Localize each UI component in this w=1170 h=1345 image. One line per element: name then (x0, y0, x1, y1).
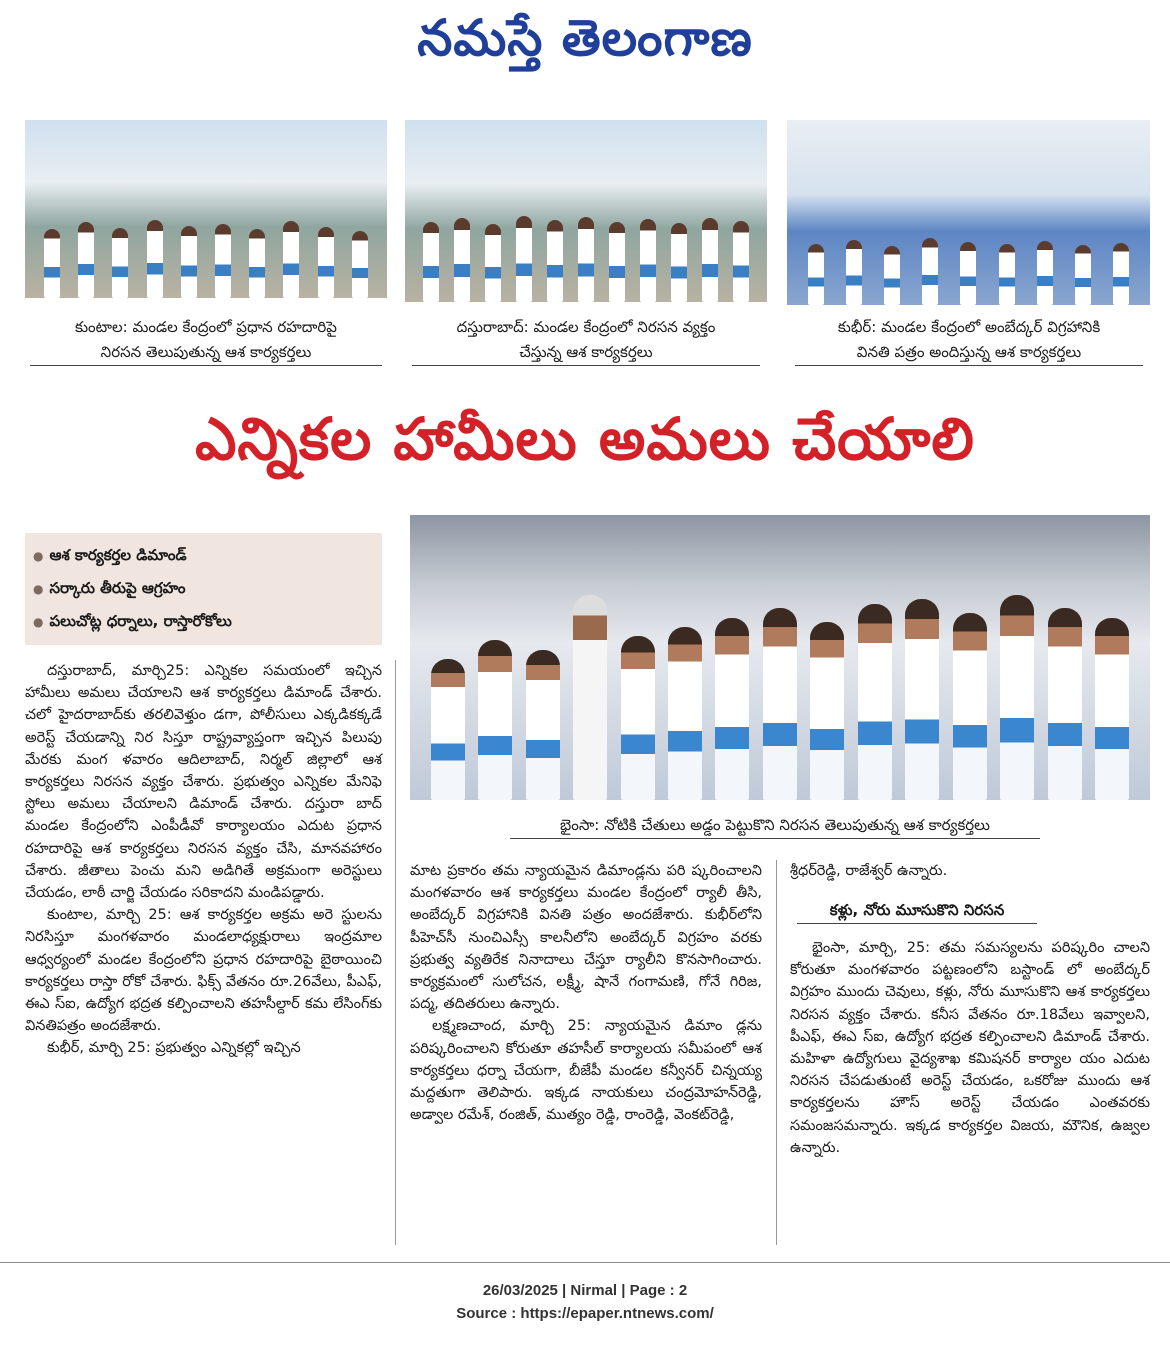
footer-rule (0, 1262, 1170, 1263)
paragraph: దస్తురాబాద్, మార్చి25: ఎన్నికల సమయంలో ఇచ్చిన హామీలు అమలు చేయాలని ఆశ కార్యకర్తలు డిమాండ్ చేశారు. చలో హైదరాబాద్‌కు తరలివెళ్తుం డగా, పోలీసులు ఎక్కడికక్కడే అరెస్ట్ చేయడాన్ని నిర సిస్తూ రాష్ట్రవ్యాప్తంగా ఇచ్చిన పిలుపు మేరకు మంగ ళవారం ఆదిలాబాద్, నిర్మల్ జిల్లాలో ఆశ కార్యకర్తలు నిరసన వ్యక్తం చేశారు. ప్రభుత్వం ఎన్నికల మేనిఫె స్టోలు అమలు చేయాలని డిమాండ్ చేశారు. దస్తురా బాద్ మండల కేంద్రంలోని ఎంపీడీవో కార్యాలయం ఎదుట ప్రధాన రహదారిపై ఆశ కార్యకర్తలు నిరసన వ్యక్తం చేసి, మానవహారం చేశారు. జీతాలు పెంచు మని అడిగితే అక్రమంగా అరెస్టులు చేయడం, లాఠీ చార్జి చేయడం సరికాదని మండిపడ్డారు. (25, 663, 382, 902)
photo-kuntala (25, 120, 387, 298)
footer-source: Source : https://epaper.ntnews.com/ (456, 1305, 714, 1322)
newspaper-title: నమస్తే తెలంగాణ (417, 8, 753, 67)
paragraph: శ్రీధర్‌రెడ్డి, రాజేశ్వర్ ఉన్నారు. (790, 863, 948, 879)
highlight-item: ● సర్కారు తీరుపై ఆగ్రహం (33, 572, 374, 605)
main-photo-caption: భైంసా: నోటికి చేతులు అడ్డం పెట్టుకొని నిరసన తెలుపుతున్న ఆశ కార్యకర్తలు (510, 813, 1040, 839)
photo-dasturabad (405, 120, 767, 302)
photo-caption-dasturabad: దస్తురాబాద్: మండల కేంద్రంలో నిరసన వ్యక్తం చేస్తున్న ఆశ కార్యకర్తలు (412, 315, 760, 366)
photo-bhainsa-protest (410, 515, 1150, 800)
photo-caption-kuntala: కుంటాల: మండల కేంద్రంలో ప్రధాన రహదారిపై నిరసన తెలుపుతున్న ఆశ కార్యకర్తలు (30, 315, 382, 366)
paragraph: కుభీర్, మార్చి 25: ప్రభుత్వం ఎన్నికల్లో ఇచ్చిన (47, 1040, 301, 1057)
column-divider (395, 660, 396, 1245)
article-column-2 (410, 860, 762, 1126)
article-column-1 (25, 660, 382, 1060)
highlights-box (25, 533, 382, 645)
paragraph: మాట ప్రకారం తమ న్యాయమైన డిమాండ్లను పరి ష్కరించాలని మంగళవారం ఆశ కార్యకర్తలు మండల కేంద్రంలో ర్యాలీ తీసి, అంబేద్కర్ విగ్రహానికి వినతి పత్రం అందజేశారు. కుభీర్‌లోని పీహెచ్‌సీ నుంచిఎస్సీ కాలనీలోని అంబేద్కర్ విగ్రహం వరకు ప్రభుత్వ వ్యతిరేక నినాదాలు చేస్తూ ర్యాలీని కొనసాగించారు. కార్యక్రమంలో సులోచన, లక్ష్మీ, షానే గంగామణి, గోనే గిరిజ, పద్మ, తదితరులు ఉన్నారు. (410, 863, 762, 1013)
footer-date-page: 26/03/2025 | Nirmal | Page : 2 (482, 1282, 688, 1299)
highlight-item: ● ఆశ కార్యకర్తల డిమాండ్ (33, 539, 374, 572)
paragraph: కుంటాల, మార్చి 25: ఆశ కార్యకర్తల అక్రమ అరె స్టులను నిరసిస్తూ మంగళవారం మండలాధ్యక్షురాలు ఇంద్రమాల ఆధ్వర్యంలో మండల కేంద్రంలోని ప్రధాన రహదారిపై బైఠాయించి కార్యకర్తలు రాస్తా రోకో చేశారు. ఫిక్స్ వేతనం రూ.26వేలు, పీఎఫ్, ఈఎ స్ఐ, ఉద్యోగ భద్రత కల్పించాలని తహసీల్దార్ కమ లేసింగ్‌కు వినతిపత్రం అందజేశారు. (25, 907, 382, 1035)
subheading: కళ్లు, నోరు మూసుకొని నిరసన (797, 897, 1037, 924)
headline: ఎన్నికల హామీలు అమలు చేయాలి (195, 405, 975, 473)
masthead (0, 0, 1170, 80)
highlight-item: ● పలుచోట్ల ధర్నాలు, రాస్తారోకోలు (33, 605, 374, 638)
column-divider (776, 860, 777, 1245)
photo-caption-kubheer: కుభీర్: మండల కేంద్రంలో అంబేద్కర్ విగ్రహానికి వినతి పత్రం అందిస్తున్న ఆశ కార్యకర్తలు (795, 315, 1143, 366)
article-column-3 (790, 860, 1150, 882)
paragraph: భైంసా, మార్చి, 25: తమ సమస్యలను పరిష్కరిం చాలని కోరుతూ మంగళవారం పట్టణంలోని బస్టాండ్ లో అంబేద్కర్ విగ్రహం ముందు చెవులు, కళ్లు, నోరు మూసుకొని ఆశ కార్యకర్తలు నిరసన వ్యక్తం చేశారు. కనీస వేతనం రూ.18వేలు ఇవ్వాలని, పీఎఫ్, ఈఎ స్ఐ, ఉద్యోగ భద్రత కల్పించాలని డిమాండ్ చేశారు. మహిళా ఉద్యోగులు వైద్యశాఖ కమిషనర్ కార్యాల యం ఎదుట నిరసన చేపడుతుంటే అరెస్ట్ చేయడం, ఒకరోజు ముందు ఆశ కార్యకర్తలను హౌస్ అరెస్ట్ చేయడం ఎంతవరకు సమంజసమన్నారు. ఇక్కడ కార్యకర్తల విజయ, మౌనిక, ఉజ్వల ఉన్నారు. (790, 940, 1150, 1156)
photo-kubheer (787, 120, 1150, 305)
article-column-3-body (790, 937, 1150, 1159)
paragraph: లక్ష్మణచాంద, మార్చి 25: న్యాయమైన డిమాం డ్లను పరిష్కరించాలని కోరుతూ తహసీల్ కార్యాలయ సమీపంలో ఆశ కార్యకర్తలు ధర్నా చేయగా, బీజేపీ మండల కన్వీనర్ చిన్నయ్య మద్దతుగా తెలిపారు. ఇక్కడ నాయకులు చంద్రమోహన్‌రెడ్డి, అడ్వాల రమేశ్, రంజిత్, ముత్యం రెడ్డి, రాంరెడ్డి, వెంకట్‌రెడ్డి, (410, 1018, 762, 1124)
